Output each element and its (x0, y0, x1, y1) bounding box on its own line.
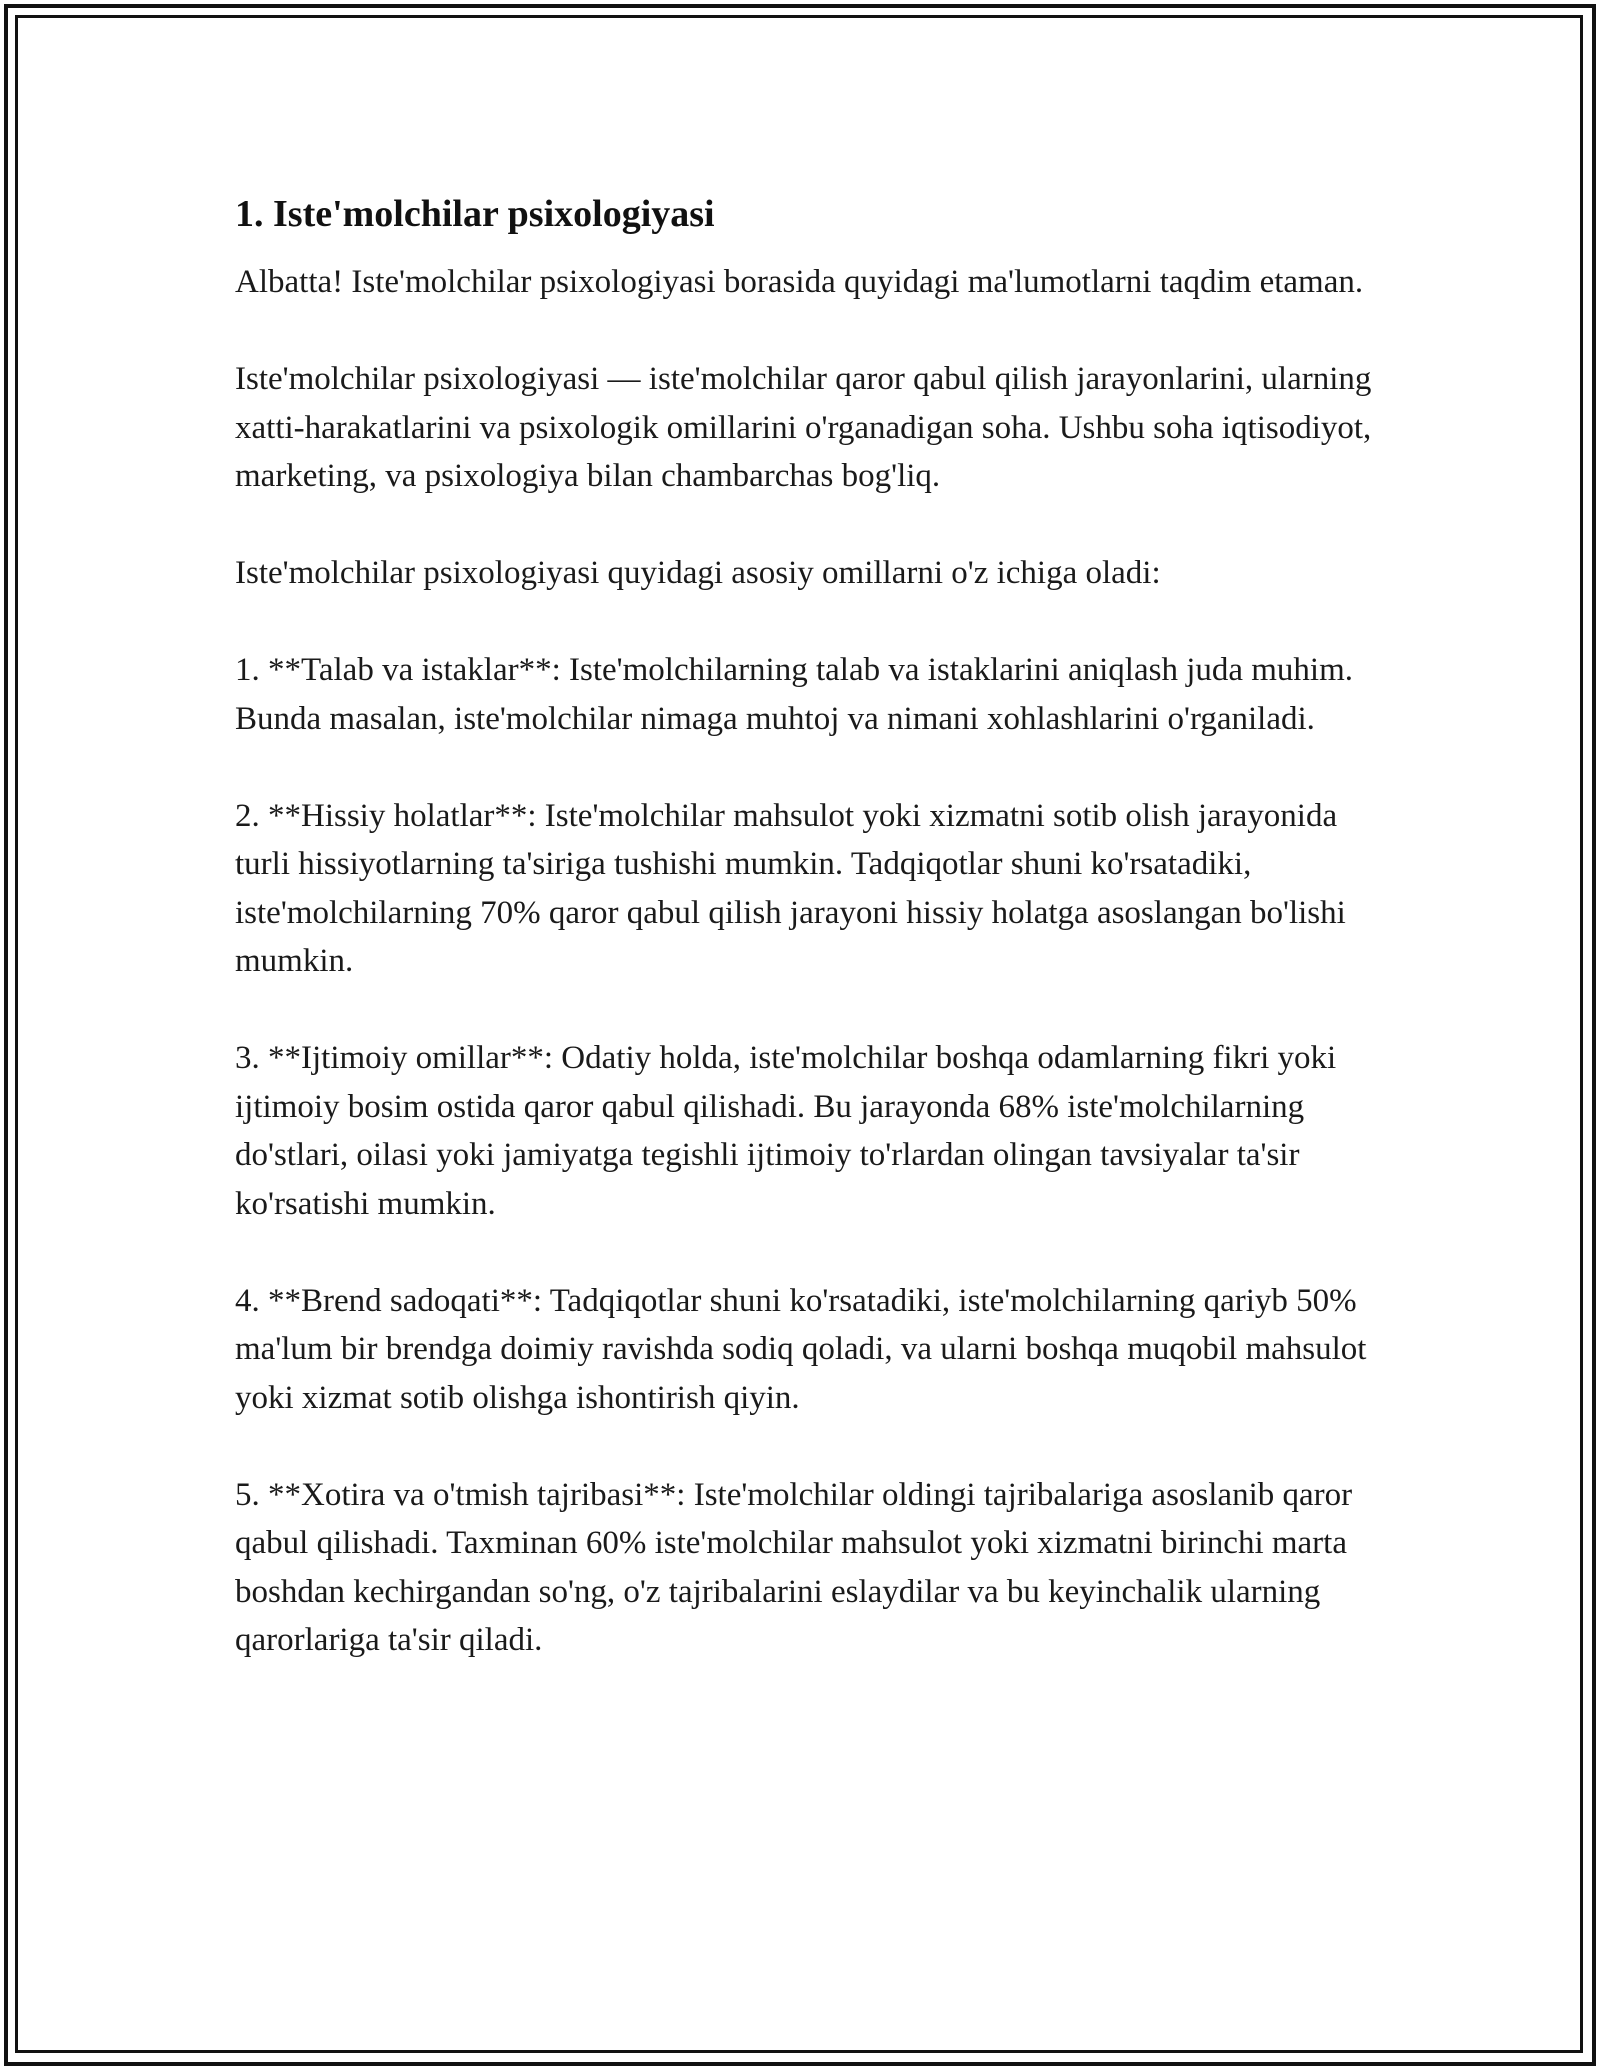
definition-paragraph: Iste'molchilar psixologiyasi — iste'molchilar qaror qabul qilish jarayonlarini, ularning xatti-harakatlarini va psixologik omillarini o'rganadigan soha. Ushbu soha iqtisodiyot, marketing, va psixologiya bilan chambarchas bog'liq. (235, 361, 1372, 494)
factors-intro-paragraph: Iste'molchilar psixologiyasi quyidagi asosiy omillarni o'z ichiga oladi: (235, 555, 1161, 591)
intro-paragraph: Albatta! Iste'molchilar psixologiyasi borasida quyidagi ma'lumotlarni taqdim etaman. (235, 264, 1364, 300)
list-item-3: 3. **Ijtimoiy omillar**: Odatiy holda, iste'molchilar boshqa odamlarning fikri yoki ijtimoiy bosim ostida qaror qabul qilishadi. Bu jarayonda 68% iste'molchilarning do'stlari, oilasi yoki jamiyatga tegishli ijtimoiy to'rlardan olingan tavsiyalar ta'sir ko'rsatishi mumkin. (235, 1040, 1337, 1222)
list-item-5: 5. **Xotira va o'tmish tajribasi**: Iste'molchilar oldingi tajribalariga asoslanib qaror qabul qilishadi. Taxminan 60% iste'molchilar mahsulot yoki xizmatni birinchi marta boshdan kechirgandan so'ng, o'z tajribalarini eslaydilar va bu keyinchalik ularning qarorlariga ta'sir qiladi. (235, 1476, 1353, 1658)
list-item-4: 4. **Brend sadoqati**: Tadqiqotlar shuni ko'rsatadiki, iste'molchilarning qariyb 50% ma'lum bir brendga doimiy ravishda sodiq qoladi, va ularni boshqa muqobil mahsulot yoki xizmat sotib olishga ishontirish qiyin. (235, 1282, 1367, 1416)
list-item-1: 1. **Talab va istaklar**: Iste'molchilarning talab va istaklarini aniqlash juda muhim. Bunda masalan, iste'molchilar nimaga muhtoj va nimani xohlashlarini o'rganiladi. (235, 652, 1354, 737)
document-body (235, 186, 1385, 1665)
section-heading: 1. Iste'molchilar psixologiyasi (235, 193, 715, 235)
list-item-2: 2. **Hissiy holatlar**: Iste'molchilar mahsulot yoki xizmatni sotib olish jarayonida turli hissiyotlarning ta'siriga tushishi mumkin. Tadqiqotlar shuni ko'rsatadiki, iste'molchilarning 70% qaror qabul qilish jarayoni hissiy holatga asoslangan bo'lishi mumkin. (235, 797, 1346, 979)
